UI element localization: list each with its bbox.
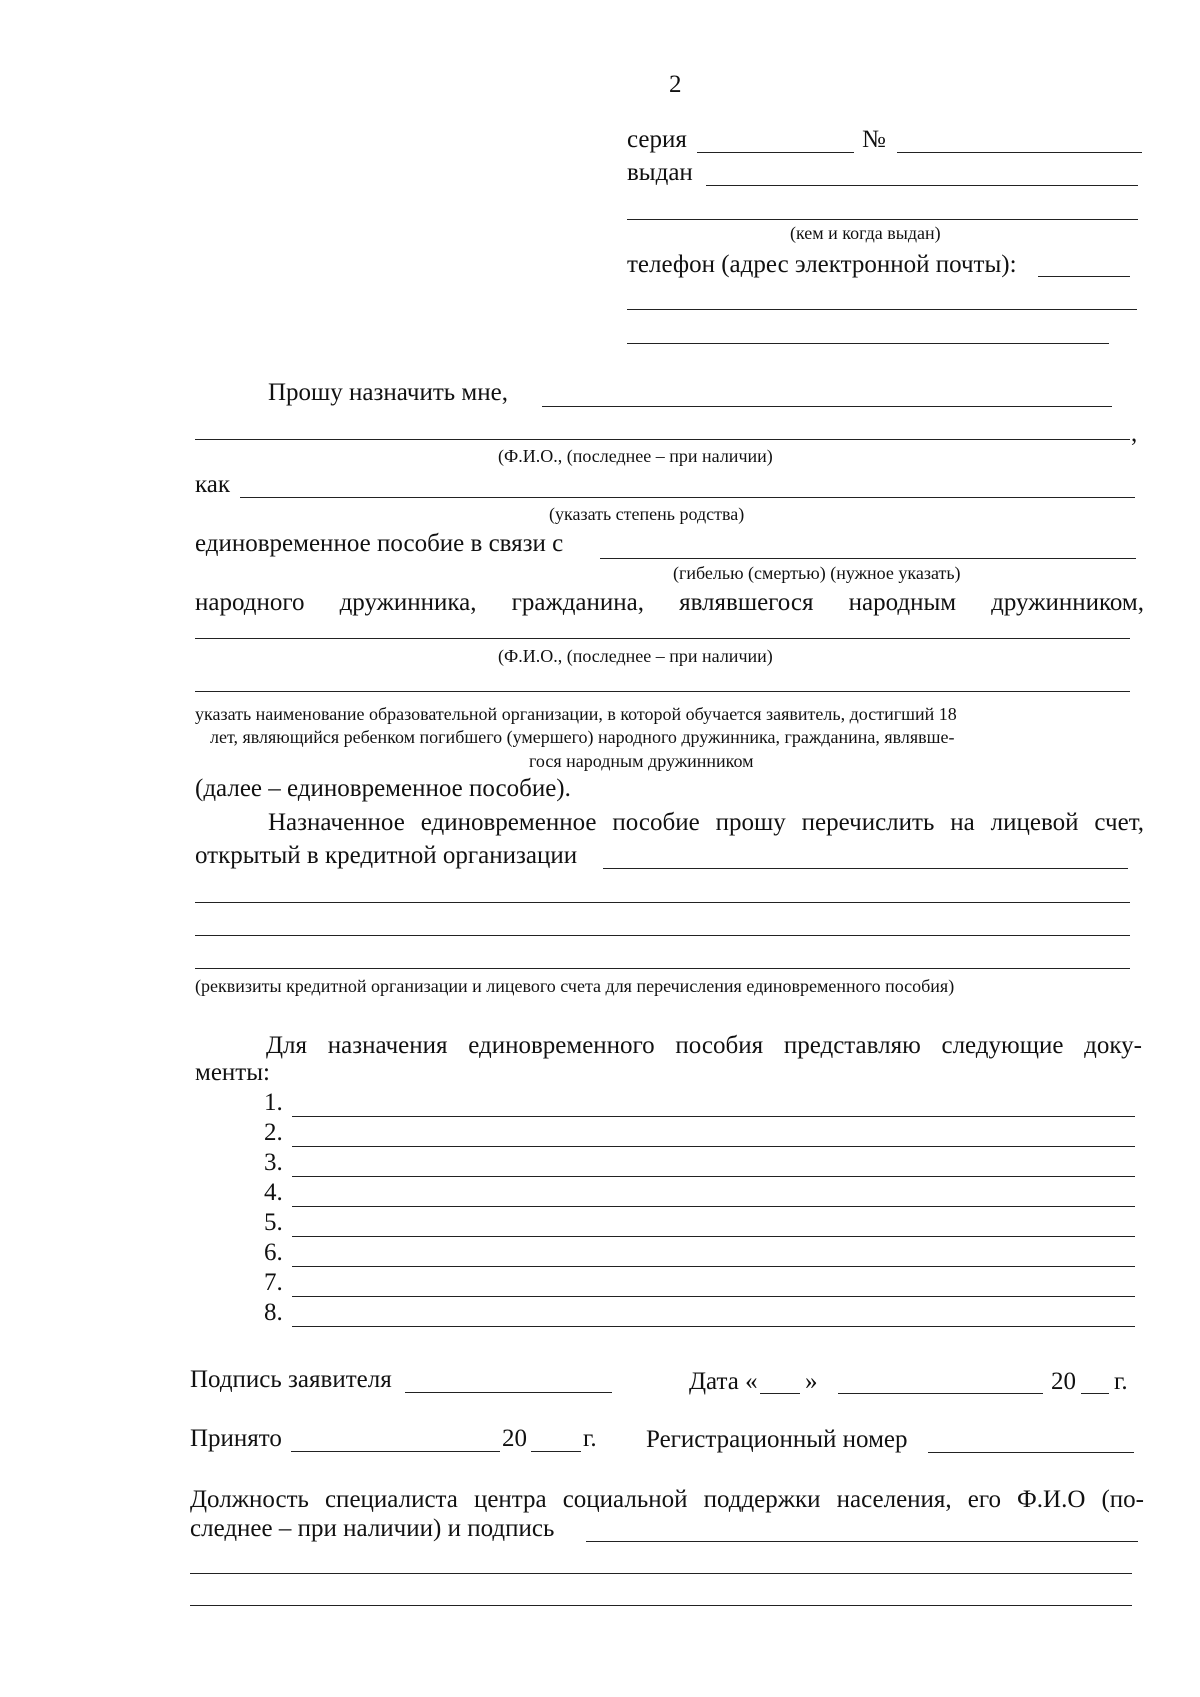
number-field[interactable] xyxy=(897,152,1142,153)
transfer-line-1: Назначенное единовременное пособие прошу перечислить на лицевой счет, xyxy=(268,809,1144,836)
date-year-prefix: 20 xyxy=(1051,1368,1076,1395)
document-item-number: 7. xyxy=(264,1269,283,1296)
page-number: 2 xyxy=(669,71,682,98)
number-label: № xyxy=(862,126,886,153)
request-intro: Прошу назначить мне, xyxy=(268,379,508,406)
date-year-field[interactable] xyxy=(1081,1393,1109,1394)
document-item-field[interactable] xyxy=(292,1146,1135,1147)
issued-field-2[interactable] xyxy=(627,219,1138,220)
druzhinnik-word-3: гражданина, xyxy=(511,589,645,616)
documents-line-2: менты: xyxy=(195,1059,270,1086)
document-item-number: 3. xyxy=(264,1149,283,1176)
document-item-field[interactable] xyxy=(292,1116,1135,1117)
accepted-year-prefix: 20 xyxy=(502,1425,527,1452)
issued-hint: (кем и когда выдан) xyxy=(790,223,941,243)
series-field[interactable] xyxy=(697,152,854,153)
bank-hint: (реквизиты кредитной организации и лицевого счета для перечисления единовременного пособия) xyxy=(195,976,955,996)
document-item-field[interactable] xyxy=(292,1266,1135,1267)
hereinafter-text: (далее – единовременное пособие). xyxy=(195,775,571,802)
as-label: как xyxy=(195,471,231,498)
document-item-number: 2. xyxy=(264,1119,283,1146)
bank-field-3[interactable] xyxy=(195,935,1130,936)
accepted-year-field[interactable] xyxy=(531,1451,581,1452)
series-label: серия xyxy=(627,126,687,153)
date-day-field[interactable] xyxy=(760,1393,800,1394)
document-item-field[interactable] xyxy=(292,1176,1135,1177)
document-item-field[interactable] xyxy=(292,1236,1135,1237)
druzhinnik-word-2: дружинника, xyxy=(339,589,477,616)
specialist-line-1: Должность специалиста центра социальной поддержки населения, его Ф.И.О (по- xyxy=(190,1486,1144,1513)
documents-line-1: Для назначения единовременного пособия представляю следующие доку- xyxy=(266,1032,1142,1059)
phone-label: телефон (адрес электронной почты): xyxy=(627,251,1017,278)
druzhinnik-word-4: являвшегося xyxy=(679,589,814,616)
druzhinnik-line xyxy=(195,590,1144,615)
fio-field-2[interactable] xyxy=(195,439,1130,440)
date-close: » xyxy=(805,1368,818,1395)
edu-hint-2: лет, являющийся ребенком погибшего (умершего) народного дружинника, гражданина, являвше- xyxy=(210,727,955,747)
date-label: Дата « xyxy=(689,1368,758,1395)
reg-number-field[interactable] xyxy=(928,1452,1134,1453)
transfer-line-2: открытый в кредитной организации xyxy=(195,842,578,869)
document-item-number: 5. xyxy=(264,1209,283,1236)
druzhinnik-word-5: народным xyxy=(848,589,957,616)
edu-hint-1: указать наименование образовательной организации, в которой обучается заявитель, достигший 18 xyxy=(195,704,957,724)
fio-comma: , xyxy=(1131,420,1138,447)
bank-field[interactable] xyxy=(603,868,1128,869)
accepted-year-suffix: г. xyxy=(583,1425,597,1452)
signature-label: Подпись заявителя xyxy=(190,1366,392,1393)
bank-field-2[interactable] xyxy=(195,902,1130,903)
relation-field[interactable] xyxy=(240,497,1135,498)
relation-hint: (указать степень родства) xyxy=(549,504,745,524)
document-item-field[interactable] xyxy=(292,1206,1135,1207)
date-month-field[interactable] xyxy=(838,1393,1043,1394)
fio-hint-2: (Ф.И.О., (последнее – при наличии) xyxy=(498,646,773,666)
phone-field[interactable] xyxy=(1038,276,1130,277)
document-item-field[interactable] xyxy=(292,1326,1135,1327)
edu-hint-3: гося народным дружинником xyxy=(529,751,754,771)
benefit-label: единовременное пособие в связи с xyxy=(195,530,564,557)
accepted-label: Принято xyxy=(190,1425,282,1452)
specialist-field[interactable] xyxy=(586,1541,1138,1542)
document-item-number: 8. xyxy=(264,1299,283,1326)
reg-number-label: Регистрационный номер xyxy=(646,1426,908,1453)
phone-field-3[interactable] xyxy=(627,343,1109,344)
issued-field[interactable] xyxy=(706,185,1138,186)
accepted-date-field[interactable] xyxy=(291,1451,500,1452)
document-item-field[interactable] xyxy=(292,1296,1135,1297)
specialist-field-2[interactable] xyxy=(190,1573,1132,1574)
date-year-suffix: г. xyxy=(1114,1368,1128,1395)
death-field[interactable] xyxy=(600,558,1136,559)
phone-field-2[interactable] xyxy=(627,309,1137,310)
document-item-number: 6. xyxy=(264,1239,283,1266)
document-item-number: 1. xyxy=(264,1089,283,1116)
edu-field[interactable] xyxy=(195,691,1130,692)
death-hint: (гибелью (смертью) (нужное указать) xyxy=(673,563,961,583)
druzhinnik-fio-field[interactable] xyxy=(195,638,1130,639)
druzhinnik-word-1: народного xyxy=(195,589,305,616)
specialist-field-3[interactable] xyxy=(190,1605,1132,1606)
druzhinnik-word-6: дружинником, xyxy=(991,589,1144,616)
fio-hint: (Ф.И.О., (последнее – при наличии) xyxy=(498,446,773,466)
fio-field[interactable] xyxy=(542,406,1112,407)
issued-label: выдан xyxy=(627,159,693,186)
specialist-line-2: следнее – при наличии) и подпись xyxy=(190,1515,555,1542)
signature-field[interactable] xyxy=(405,1392,612,1393)
bank-field-4[interactable] xyxy=(195,968,1130,969)
document-item-number: 4. xyxy=(264,1179,283,1206)
